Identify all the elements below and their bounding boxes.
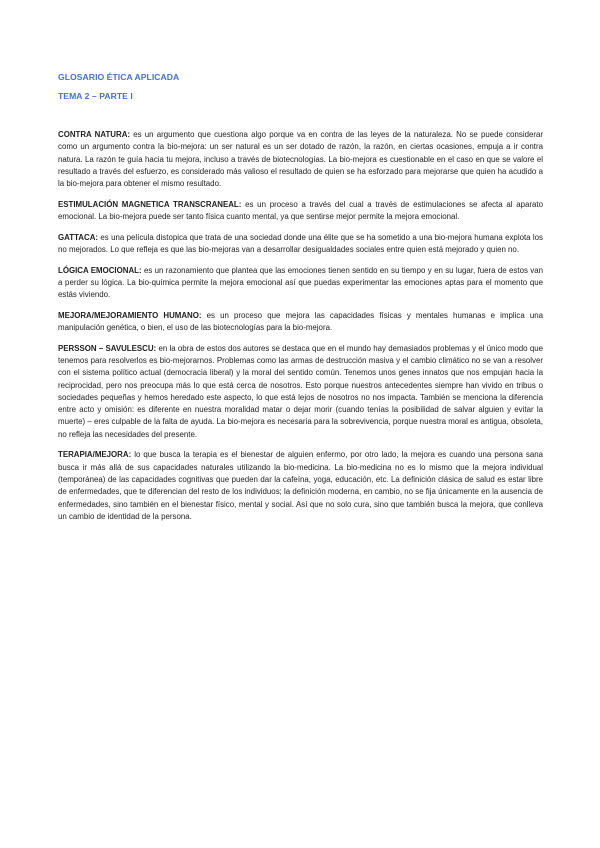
glossary-entry xyxy=(58,199,543,224)
glossary-definition: es un proceso que mejora las capacidades físicas y mentales humanas e implica una manipulación genética, o bien, el uso de las biotecnologías para la bio-mejora. xyxy=(58,310,543,333)
glossary-definition: es un razonamiento que plantea que las emociones tienen sentido en su tiempo y en su lugar, fuera de estos van a perder su lógica. La bio-química permite la mejora emocional así que puedas experimentar las emociones aptas para el momento que estás viviendo. xyxy=(58,265,543,300)
glossary-term: LÓGICA EMOCIONAL: xyxy=(58,265,142,275)
glossary-definition: lo que busca la terapia es el bienestar de alguien enfermo, por otro lado, la mejora es cuando una persona sana busca ir más allá de sus capacidades naturales utilizando la bio-medicina. La bio-medicina no es lo mismo que la mejora individual (temporánea) de las capacidades cognitivas que pueden dar la cafeína, yoga, educación, etc. La definición clásica de salud es estar libre de enfermedades, que te diferencian del resto de los individuos; la definición moderna, en cambio, no se fija únicamente en la ausencia de enfermedades, sino también en el bienestar físico, mental y social. Así que no solo cura, sino que también busca la mejora, que conlleva un cambio de identidad de la persona. xyxy=(58,450,543,521)
glossary-term: MEJORA/MEJORAMIENTO HUMANO: xyxy=(58,310,202,320)
glossary-entry xyxy=(58,232,543,257)
glossary-term: PERSSON – SAVULESCU: xyxy=(58,343,157,353)
glossary-entry xyxy=(58,265,543,302)
glossary-definition: es un argumento que cuestiona algo porque va en contra de las leyes de la naturaleza. No se puede considerar como un argumento contra la bio-mejora: un ser natural es un ser dotado de razón, la razón, en ciertas ocasiones, empuja a ir contra natura. La razón te guía hacia tu mejora, incluso a través de biotecnologías. La bio-mejora es cuestionable en el caso en que se valore el resultado a través del esfuerzo, es considerado más valioso el resultado de quien se ha esforzado para mejorarse que quien ha acudido a la bio-mejora para obtener el mismo resultado. xyxy=(58,130,543,189)
glossary-entry xyxy=(58,343,543,441)
glossary-term: ESTIMULACIÓN MAGNETICA TRANSCRANEAL: xyxy=(58,199,242,209)
glossary-term: GATTACA: xyxy=(58,232,99,242)
glossary-term: TERAPIA/MEJORA: xyxy=(58,450,132,460)
glossary-entry xyxy=(58,449,543,523)
glossary-definition: es un proceso a través del cual a través de estimulaciones se afecta al aparato emocional. La bio-mejora puede ser tanto física cuanto mental, ya que sentirse mejor permite la mejora emocional. xyxy=(58,199,543,222)
document-subtitle: TEMA 2 – PARTE I xyxy=(58,91,133,101)
glossary xyxy=(58,129,543,523)
glossary-entry xyxy=(58,129,543,190)
glossary-term: CONTRA NATURA: xyxy=(58,130,131,139)
glossary-definition: es una película distopica que trata de una sociedad donde una élite que se ha sometido a una bio-mejora humana explota los no mejorados. Lo que refleja es que las bio-mejoras van a desarrollar desigualdades sociales entre quien está mejorado y quien no. xyxy=(58,232,543,254)
glossary-definition: en la obra de estos dos autores se destaca que en el mundo hay demasiados problemas y el único modo que tenemos para resolverlos es bio-mejorarnos. Problemas como las armas de destrucción masiva y el cambio climático no se van a resolver con el sistema político actual (democracia liberal) y la moral del sentido común. Tenemos unos genes innatos que nos empujan hacia la reciprocidad, pero nos preocupa más lo que está cerca de nosotros. Esto porque nuestros antecedentes siempre han vivido en tribus o sociedades pequeñas y hemos heredado este aspecto, lo que está lejos de nosotros no nos impacta. También se menciona la diferencia entre acto y omisión: es diferente en nuestra moralidad matar o dejar morir (cuando tenías la posibilidad de salvar alguien y evitar la muerte) – eres culpable de la falta de ayuda. La bio-mejora es necesaria para la sobrevivencia, porque nuestra moral es antigua, obsoleta, no refleja las necesidades del presente. xyxy=(58,343,543,439)
document-title: GLOSARIO ÉTICA APLICADA xyxy=(58,72,180,82)
glossary-entry xyxy=(58,310,543,335)
